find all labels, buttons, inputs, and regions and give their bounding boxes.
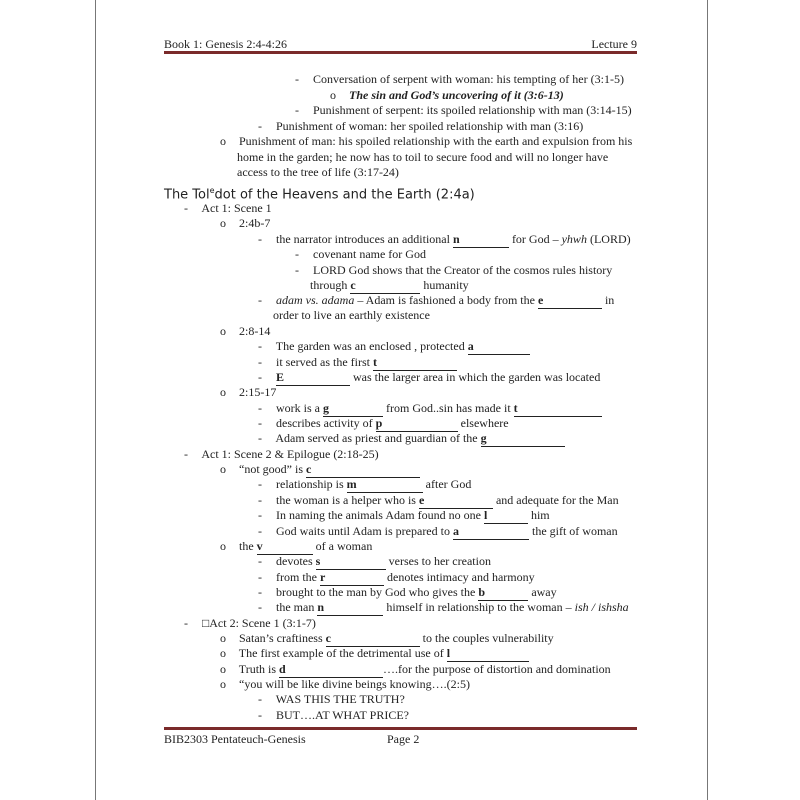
outline-line: order to live an earthly existence xyxy=(273,308,430,322)
footer-page-number: Page 2 xyxy=(387,732,420,746)
outline-line: - relationship is m after God xyxy=(258,477,472,491)
outline-line: - The garden was an enclosed , protected a xyxy=(253,339,530,355)
outline-line: - the narrator introduces an additional n for God – yhwh (LORD) xyxy=(258,232,631,246)
outline-line: - Punishment of serpent: its spoiled relationship with man (3:14-15) xyxy=(295,103,632,117)
outline-line: o the v of a woman xyxy=(220,539,373,553)
outline-line: - Punishment of woman: her spoiled relationship with man (3:16) xyxy=(258,119,584,133)
outline-line: - covenant name for God xyxy=(295,247,426,261)
footer-left: BIB2303 Pentateuch-Genesis xyxy=(164,732,306,746)
outline-line: - E was the larger area in which the garden was located xyxy=(258,370,601,384)
header-left: Book 1: Genesis 2:4-4:26 xyxy=(164,37,287,51)
outline-line: - from the r denotes intimacy and harmony xyxy=(258,570,535,584)
outline-line: - Adam served as priest and guardian of the g xyxy=(253,431,565,447)
outline-line: - WAS THIS THE TRUTH? xyxy=(258,692,405,706)
outline-line: through c humanity xyxy=(310,278,469,292)
outline-line: - Conversation of serpent with woman: his tempting of her (3:1-5) xyxy=(295,72,624,86)
outline-line: o “not good” is c xyxy=(216,462,420,478)
outline-line: o The first example of the detrimental use of l xyxy=(216,646,529,662)
outline-line: - the woman is a helper who is e and adequate for the Man xyxy=(258,493,619,507)
outline-line: - BUT….AT WHAT PRICE? xyxy=(258,708,410,722)
outline-line: - In naming the animals Adam found no one l him xyxy=(258,508,550,522)
outline-line: access to the tree of life (3:17-24) xyxy=(237,165,399,179)
outline-line: - Act 1: Scene 1 xyxy=(184,201,272,215)
outline-line: o 2:8-14 xyxy=(220,324,271,338)
header-rule xyxy=(164,51,637,54)
outline-line: - it served as the first t xyxy=(253,355,457,371)
section-title: The Tol$^e$dot of the Heavens and the Earth (2:4a) xyxy=(164,186,475,203)
outline-line: o 2:15-17 xyxy=(220,385,277,399)
outline-line: - work is a g from God..sin has made it t xyxy=(253,401,602,417)
header-right: Lecture 9 xyxy=(591,37,637,51)
outline-line: o Satan’s craftiness c to the couples vulnerability xyxy=(220,631,554,645)
outline-line: o 2:4b-7 xyxy=(220,216,271,230)
outline-line: - God waits until Adam is prepared to a the gift of woman xyxy=(258,524,618,538)
outline-line: - □Act 2: Scene 1 (3:1-7) xyxy=(184,616,316,630)
outline-line: home in the garden; he now has to toil to secure food and will no longer have xyxy=(237,150,609,164)
outline-line: o Truth is d ….for the purpose of distortion and domination xyxy=(220,662,611,676)
outline-line: - adam vs. adama – Adam is fashioned a body from the e in xyxy=(258,293,615,307)
footer-rule xyxy=(164,727,637,730)
outline-line: - the man n himself in relationship to the woman – ish / ishsha xyxy=(258,600,629,614)
outline-line: - brought to the man by God who gives the b away xyxy=(258,585,557,599)
outline-line: - devotes s verses to her creation xyxy=(258,554,491,568)
outline-line: - LORD God shows that the Creator of the cosmos rules history xyxy=(295,263,613,277)
outline-line: - describes activity of p elsewhere xyxy=(258,416,509,430)
outline-line: o “you will be like divine beings knowing….(2:5) xyxy=(220,677,470,691)
outline-line: o Punishment of man: his spoiled relationship with the earth and expulsion from his xyxy=(220,134,633,148)
outline-line: - Act 1: Scene 2 & Epilogue (2:18-25) xyxy=(184,447,379,461)
outline-line: o The sin and God’s uncovering of it (3:6-13) xyxy=(330,88,564,102)
